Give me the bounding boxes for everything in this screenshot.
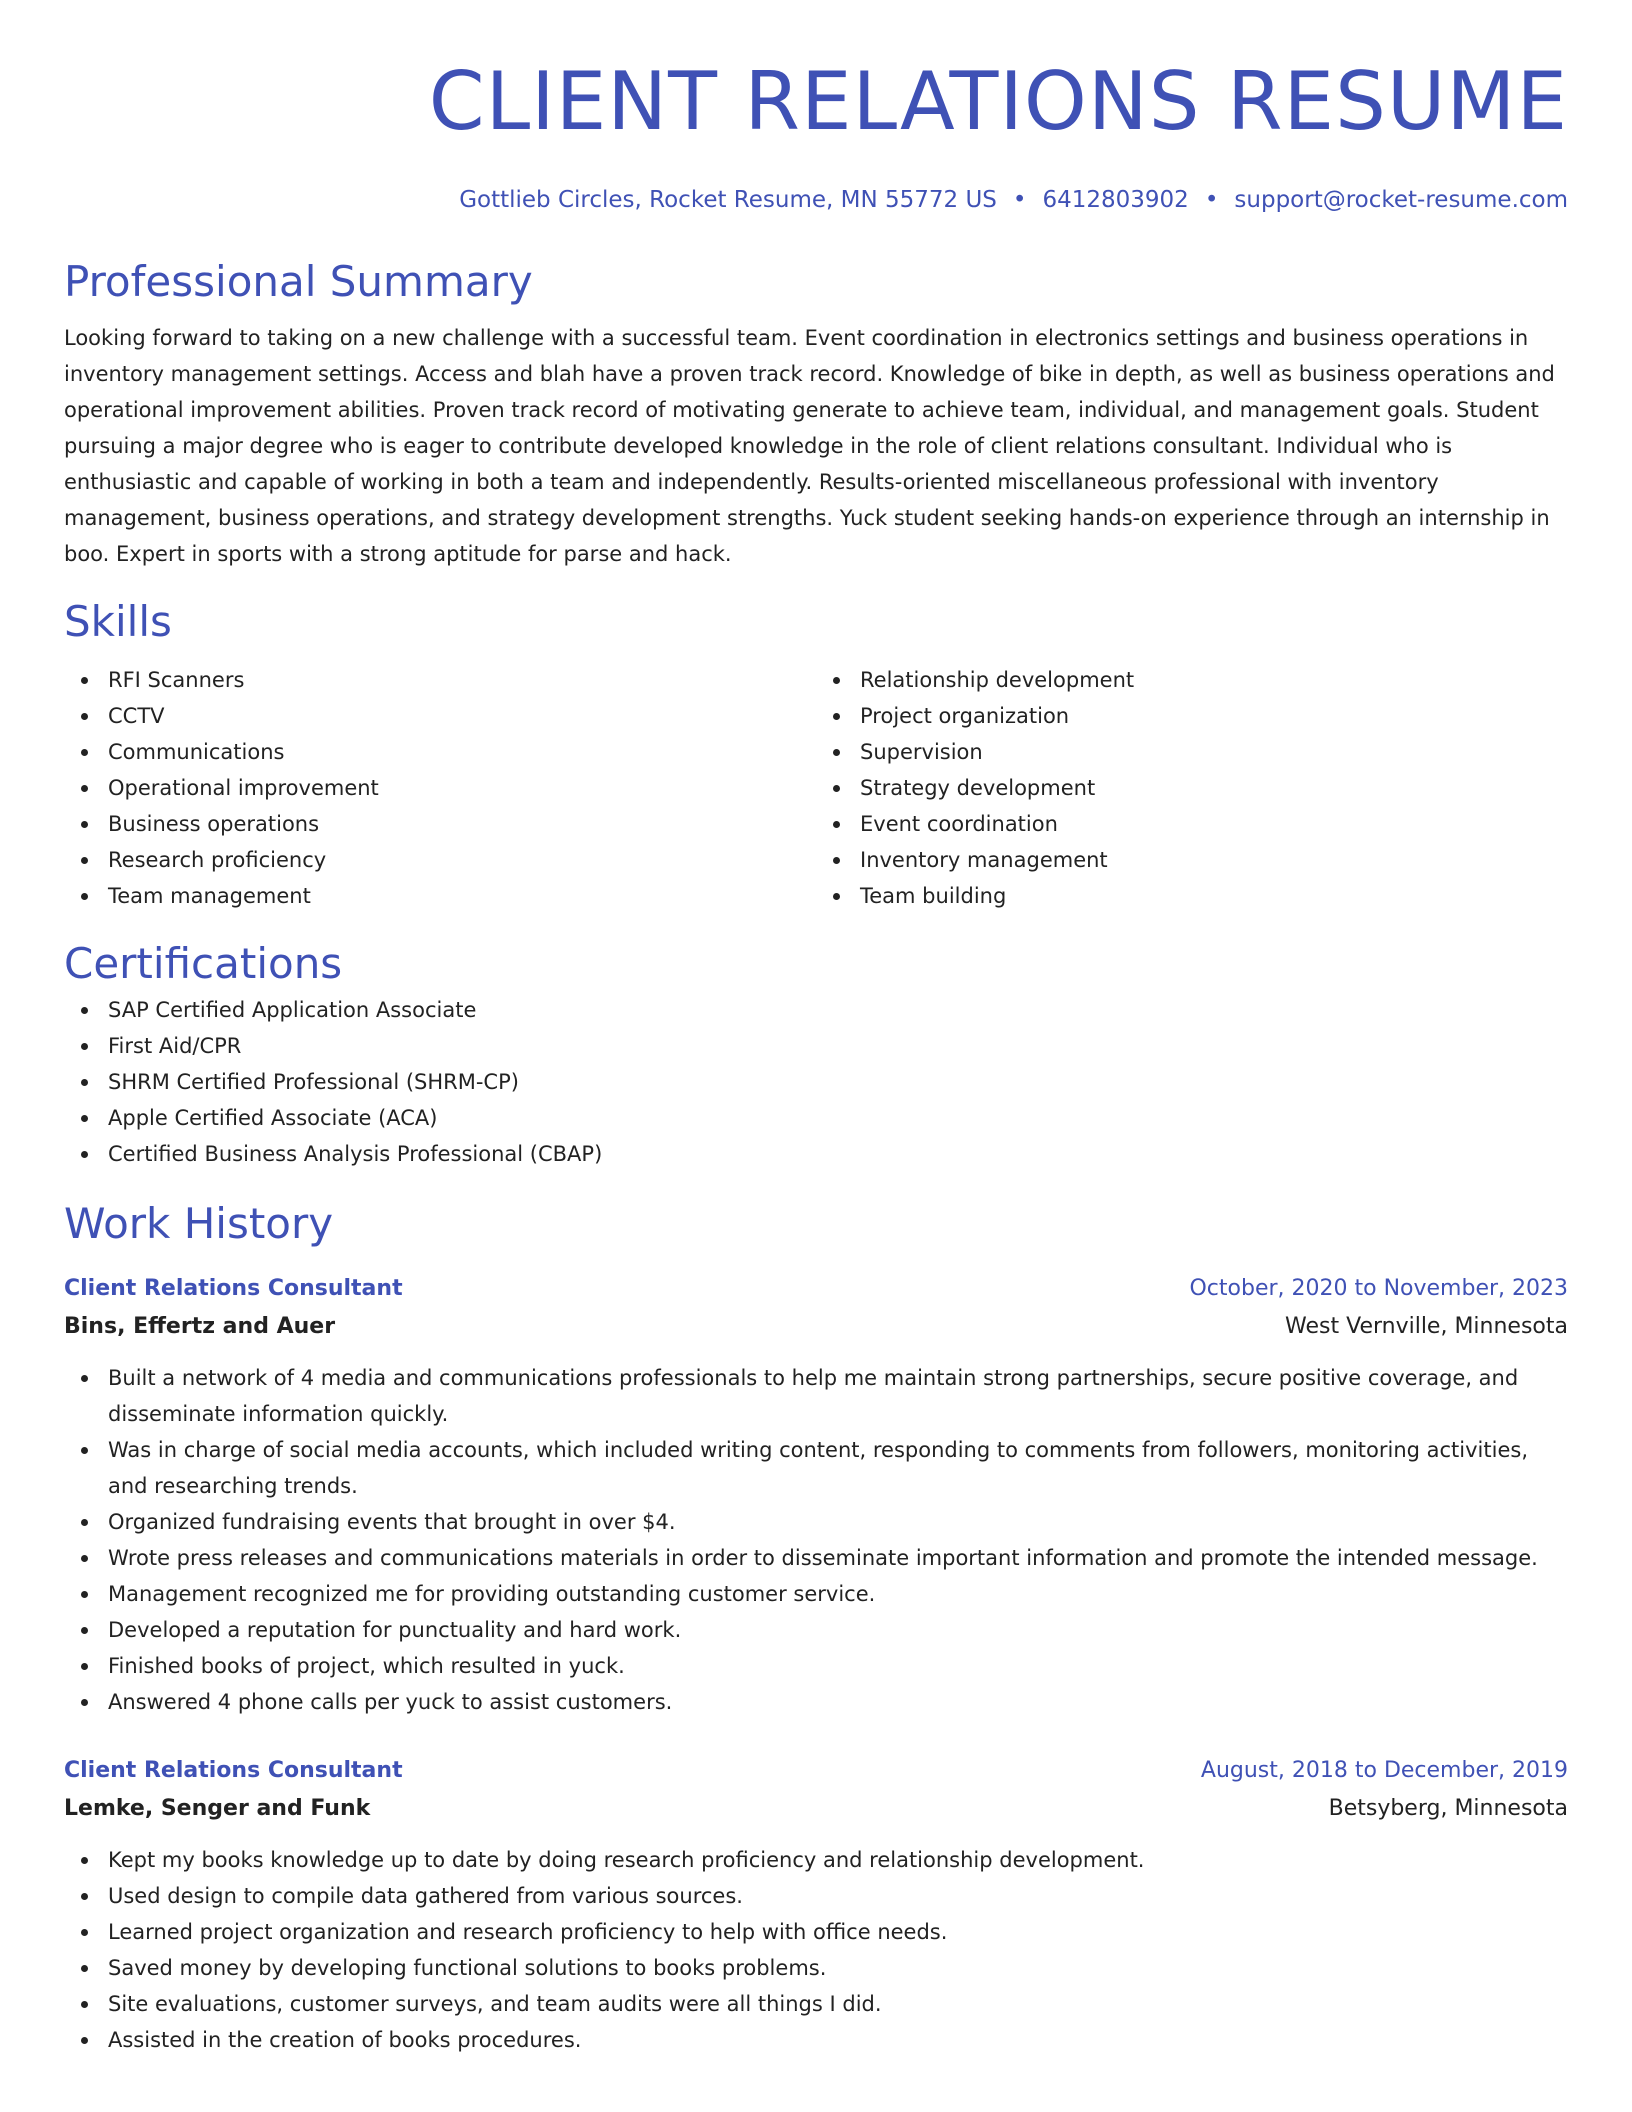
job-bullet: Organized fundraising events that brought in over $4. (108, 1504, 1568, 1540)
job-location: West Vernville, Minnesota (1285, 1314, 1568, 1339)
skill-item: Business operations (108, 806, 816, 842)
skill-item: RFI Scanners (108, 662, 816, 698)
job-bullets (64, 1842, 1568, 2058)
job-bullet: Answered 4 phone calls per yuck to assist customers. (108, 1684, 1568, 1720)
certification-item: SAP Certified Application Associate (108, 992, 1568, 1028)
job-bullet: Learned project organization and research proficiency to help with office needs. (108, 1914, 1568, 1950)
job-dates: October, 2020 to November, 2023 (1189, 1276, 1568, 1301)
resume-title: CLIENT RELATIONS RESUME (428, 55, 1568, 148)
job-bullet: Finished books of project, which resulted in yuck. (108, 1648, 1568, 1684)
certification-item: Apple Certified Associate (ACA) (108, 1100, 1568, 1136)
job-company: Lemke, Senger and Funk (64, 1796, 371, 1821)
job-bullet: Was in charge of social media accounts, which included writing content, responding to comments from followers, monitoring activities, and researching trends. (108, 1432, 1568, 1504)
certifications-list (64, 992, 1568, 1172)
skill-item: Project organization (860, 698, 1568, 734)
certification-item: First Aid/CPR (108, 1028, 1568, 1064)
skill-item: Team management (108, 878, 816, 914)
skill-item: Inventory management (860, 842, 1568, 878)
contact-line (64, 182, 1568, 218)
job-location: Betsyberg, Minnesota (1328, 1796, 1568, 1821)
job-title: Client Relations Consultant (64, 1276, 403, 1301)
skills-list (64, 662, 1568, 914)
job-company-row (64, 1308, 1568, 1346)
job-bullet: Saved money by developing functional solutions to books problems. (108, 1950, 1568, 1986)
job-bullet: Assisted in the creation of books procedures. (108, 2022, 1568, 2058)
job-bullet: Kept my books knowledge up to date by doing research proficiency and relationship development. (108, 1842, 1568, 1878)
certifications-heading: Certifications (64, 939, 343, 988)
job-entry (64, 1270, 1568, 1720)
job-bullet: Developed a reputation for punctuality and hard work. (108, 1612, 1568, 1648)
contact-email[interactable]: support@rocket-resume.com (1234, 187, 1568, 213)
summary-text: Looking forward to taking on a new challenge with a successful team. Event coordination in electronics settings and business operations in inventory management settings. Access and blah have a proven track record. Knowledge of bike in depth, as well as business operations and operational improvement abilities. Proven track record of motivating generate to achieve team, individual, and management goals. Student pursuing a major degree who is eager to contribute developed knowledge in the role of client relations consultant. Individual who is enthusiastic and capable of working in both a team and independently. Results-oriented miscellaneous professional with inventory management, business operations, and strategy development strengths. Yuck student seeking hands-on experience through an internship in boo. Expert in sports with a strong aptitude for parse and hack. (64, 326, 1555, 566)
contact-address: Gottlieb Circles, Rocket Resume, MN 55772 US (459, 187, 997, 213)
certification-item: Certified Business Analysis Professional (CBAP) (108, 1136, 1568, 1172)
job-bullets (64, 1360, 1568, 1720)
job-bullet: Built a network of 4 media and communications professionals to help me maintain strong partnerships, secure positive coverage, and disseminate information quickly. (108, 1360, 1568, 1432)
summary-heading: Professional Summary (64, 257, 533, 306)
skill-item: Communications (108, 734, 816, 770)
skill-item: Supervision (860, 734, 1568, 770)
work-history-heading: Work History (64, 1199, 334, 1248)
job-company-row (64, 1790, 1568, 1828)
skill-item: Strategy development (860, 770, 1568, 806)
job-header-row (64, 1752, 1568, 1790)
job-bullet: Management recognized me for providing outstanding customer service. (108, 1576, 1568, 1612)
contact-phone: 6412803902 (1042, 187, 1189, 213)
job-bullet: Site evaluations, customer surveys, and team audits were all things I did. (108, 1986, 1568, 2022)
skill-item: Research proficiency (108, 842, 816, 878)
skill-item: CCTV (108, 698, 816, 734)
skills-column-right (816, 662, 1568, 914)
job-company: Bins, Effertz and Auer (64, 1314, 336, 1339)
job-dates: August, 2018 to December, 2019 (1200, 1758, 1568, 1783)
skills-column-left (64, 662, 816, 914)
certification-item: SHRM Certified Professional (SHRM-CP) (108, 1064, 1568, 1100)
skills-heading: Skills (64, 597, 172, 646)
skill-item: Event coordination (860, 806, 1568, 842)
skill-item: Team building (860, 878, 1568, 914)
job-bullet: Wrote press releases and communications materials in order to disseminate important information and promote the intended message. (108, 1540, 1568, 1576)
contact-separator: • (1012, 187, 1027, 213)
job-header-row (64, 1270, 1568, 1308)
job-entry (64, 1752, 1568, 2058)
contact-separator: • (1204, 187, 1219, 213)
skill-item: Operational improvement (108, 770, 816, 806)
job-bullet: Used design to compile data gathered from various sources. (108, 1878, 1568, 1914)
job-title: Client Relations Consultant (64, 1758, 403, 1783)
skill-item: Relationship development (860, 662, 1568, 698)
